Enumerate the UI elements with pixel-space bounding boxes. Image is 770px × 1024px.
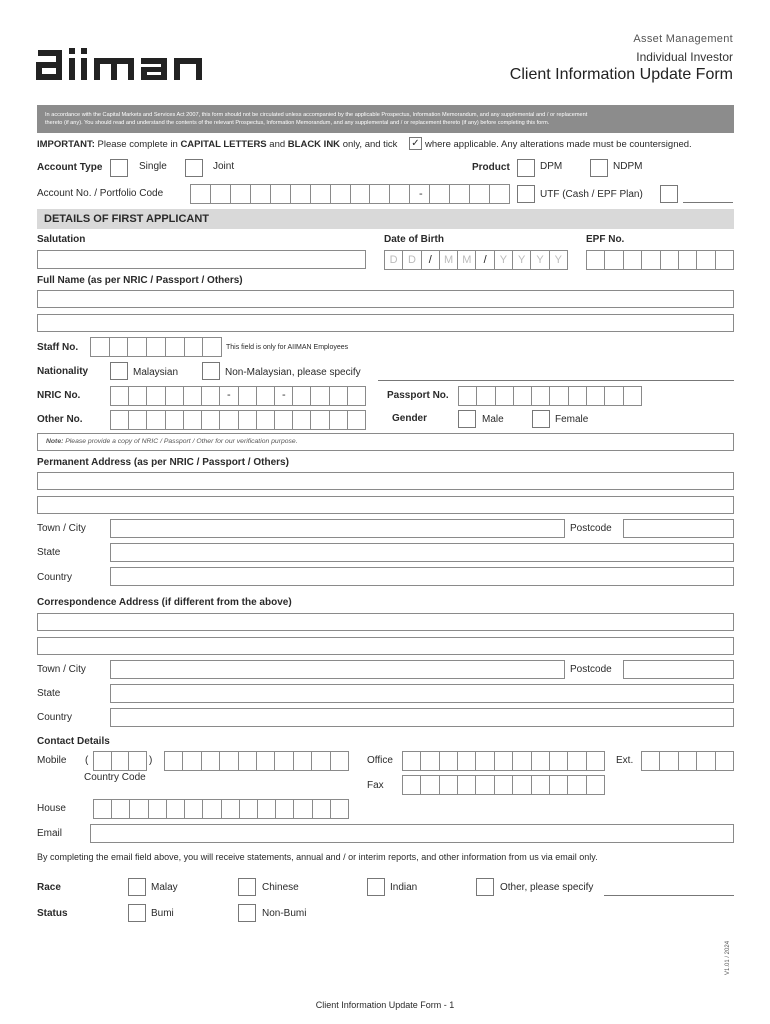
- account-type-joint-label: Joint: [213, 161, 235, 172]
- verification-note: Note: Please provide a copy of NRIC / Passport / Other for our verification purpose.: [37, 433, 734, 451]
- nric-dash-1: -: [227, 389, 231, 401]
- section-title: DETAILS OF FIRST APPLICANT: [44, 213, 209, 225]
- race-indian-label: Indian: [390, 882, 418, 893]
- product-dpm-label: DPM: [540, 161, 563, 172]
- office-phone-input[interactable]: [402, 751, 605, 771]
- status-label: Status: [37, 908, 68, 919]
- salutation-input[interactable]: [37, 250, 366, 269]
- account-number-label: Account No. / Portfolio Code: [37, 188, 164, 199]
- nric-number-label: NRIC No.: [37, 390, 81, 401]
- epf-number-input[interactable]: [586, 250, 734, 270]
- email-label: Email: [37, 828, 63, 839]
- race-malay-label: Malay: [151, 882, 178, 893]
- permanent-address-line-2[interactable]: [37, 496, 734, 514]
- legal-notice-line-2: thereto (if any). You should read and understand the contents of the relevant Prospectus, Information Memorandum, and any supplemental and / or replacement thereto (if any) before completing this form.: [45, 120, 550, 126]
- nric-dash-2: -: [282, 389, 286, 401]
- important-instructions-tail: where applicable. Any alterations made must be countersigned.: [425, 139, 692, 150]
- permanent-postcode-input[interactable]: [623, 519, 734, 538]
- race-label: Race: [37, 882, 61, 893]
- correspondence-country-input[interactable]: [110, 708, 734, 727]
- correspondence-address-line-2[interactable]: [37, 637, 734, 655]
- legal-notice-line-1: In accordance with the Capital Markets and Services Act 2007, this form should not be circulated unless accompanied by the applicable Prospectus, Information Memorandum, and any supplemental and / or replacement: [45, 112, 588, 118]
- status-bumi-label: Bumi: [151, 908, 174, 919]
- race-indian-checkbox[interactable]: [367, 878, 385, 896]
- status-non-bumi-checkbox[interactable]: [238, 904, 256, 922]
- contact-details-title: Contact Details: [37, 736, 110, 747]
- product-label: Product: [472, 162, 510, 173]
- gender-female-label: Female: [555, 414, 589, 425]
- nric-number-input[interactable]: [110, 386, 366, 406]
- full-name-label: Full Name (as per NRIC / Passport / Others): [37, 275, 243, 286]
- mobile-country-code-input[interactable]: [93, 751, 147, 771]
- account-type-label: Account Type: [37, 162, 103, 173]
- race-malay-checkbox[interactable]: [128, 878, 146, 896]
- account-type-joint-checkbox[interactable]: [185, 159, 203, 177]
- correspondence-postcode-input[interactable]: [623, 660, 734, 679]
- staff-number-input[interactable]: [90, 337, 222, 357]
- date-of-birth-label: Date of Birth: [384, 234, 444, 245]
- email-input[interactable]: [90, 824, 734, 843]
- correspondence-town-input[interactable]: [110, 660, 565, 679]
- passport-number-label: Passport No.: [387, 390, 449, 401]
- correspondence-country-label: Country: [37, 712, 73, 723]
- correspondence-address-line-1[interactable]: [37, 613, 734, 631]
- permanent-town-input[interactable]: [110, 519, 565, 538]
- office-phone-label: Office: [367, 755, 393, 766]
- house-phone-label: House: [37, 803, 66, 814]
- page-footer-label: Client Information Update Form - 1: [315, 1000, 455, 1010]
- permanent-country-input[interactable]: [110, 567, 734, 586]
- date-of-birth-input[interactable]: D D / M M / Y Y Y Y: [384, 250, 568, 270]
- nationality-label: Nationality: [37, 366, 89, 377]
- staff-number-label: Staff No.: [37, 342, 79, 353]
- staff-number-note: This field is only for AIIMAN Employees: [226, 344, 349, 351]
- country-code-label: Country Code: [84, 772, 146, 783]
- other-number-label: Other No.: [37, 414, 83, 425]
- nationality-malaysian-label: Malaysian: [133, 367, 179, 378]
- permanent-country-label: Country: [37, 572, 73, 583]
- correspondence-postcode-label: Postcode: [570, 664, 612, 675]
- status-bumi-checkbox[interactable]: [128, 904, 146, 922]
- permanent-postcode-label: Postcode: [570, 523, 612, 534]
- account-number-dash: -: [419, 188, 423, 200]
- form-version: V1.01 / 2024: [725, 940, 731, 975]
- utf-label: UTF (Cash / EPF Plan): [540, 189, 643, 200]
- correspondence-state-input[interactable]: [110, 684, 734, 703]
- utf-plan-box[interactable]: [660, 185, 678, 203]
- permanent-address-title: Permanent Address (as per NRIC / Passport / Others): [37, 457, 289, 468]
- tick-example-icon: ✓: [409, 137, 422, 150]
- gender-male-label: Male: [482, 414, 504, 425]
- permanent-address-line-1[interactable]: [37, 472, 734, 490]
- company-division: Asset Management: [633, 33, 733, 45]
- passport-number-input[interactable]: [458, 386, 642, 406]
- account-type-single-label: Single: [139, 161, 167, 172]
- account-type-single-checkbox[interactable]: [110, 159, 128, 177]
- gender-female-checkbox[interactable]: [532, 410, 550, 428]
- product-dpm-checkbox[interactable]: [517, 159, 535, 177]
- other-number-input[interactable]: [110, 410, 366, 430]
- investor-type: Individual Investor: [636, 50, 733, 64]
- correspondence-address-title: Correspondence Address (if different from the above): [37, 597, 292, 608]
- mobile-label: Mobile: [37, 755, 67, 766]
- fax-label: Fax: [367, 780, 384, 791]
- gender-label: Gender: [392, 413, 428, 424]
- permanent-state-input[interactable]: [110, 543, 734, 562]
- legal-notice: [37, 105, 734, 133]
- product-ndpm-checkbox[interactable]: [590, 159, 608, 177]
- mobile-number-input[interactable]: [164, 751, 349, 771]
- nationality-malaysian-checkbox[interactable]: [110, 362, 128, 380]
- permanent-town-label: Town / City: [37, 523, 86, 534]
- status-non-bumi-label: Non-Bumi: [262, 908, 307, 919]
- form-title: Client Information Update Form: [509, 66, 733, 83]
- house-phone-input[interactable]: [93, 799, 349, 819]
- extension-input[interactable]: [641, 751, 734, 771]
- email-notice: By completing the email field above, you will receive statements, annual and / or interim reports, and other information from us via email only.: [37, 852, 598, 862]
- salutation-label: Salutation: [37, 234, 86, 245]
- utf-underline[interactable]: [683, 202, 733, 203]
- race-other-label: Other, please specify: [500, 882, 594, 893]
- nationality-non-malaysian-label: Non-Malaysian, please specify: [225, 367, 361, 378]
- important-instructions: IMPORTANT: Please complete in CAPITAL LETTERS and BLACK INK only, and tick: [37, 139, 398, 150]
- utf-checkbox[interactable]: [517, 185, 535, 203]
- correspondence-town-label: Town / City: [37, 664, 86, 675]
- extension-label: Ext.: [616, 755, 634, 766]
- correspondence-state-label: State: [37, 688, 61, 699]
- race-other-specify-input[interactable]: [604, 895, 734, 896]
- full-name-input-line-2[interactable]: [37, 314, 734, 332]
- account-number-input[interactable]: [190, 184, 510, 204]
- gender-male-checkbox[interactable]: [458, 410, 476, 428]
- epf-number-label: EPF No.: [586, 234, 625, 245]
- permanent-state-label: State: [37, 547, 61, 558]
- aiiman-logo: [36, 48, 222, 82]
- mobile-close-paren: ): [149, 755, 153, 766]
- race-chinese-checkbox[interactable]: [238, 878, 256, 896]
- important-label: IMPORTANT:: [37, 139, 95, 150]
- product-ndpm-label: NDPM: [613, 161, 643, 172]
- full-name-input-line-1[interactable]: [37, 290, 734, 308]
- mobile-open-paren: (: [85, 755, 89, 766]
- race-chinese-label: Chinese: [262, 882, 299, 893]
- nationality-specify-input[interactable]: [378, 380, 734, 381]
- fax-number-input[interactable]: [402, 775, 605, 795]
- race-other-checkbox[interactable]: [476, 878, 494, 896]
- nationality-non-malaysian-checkbox[interactable]: [202, 362, 220, 380]
